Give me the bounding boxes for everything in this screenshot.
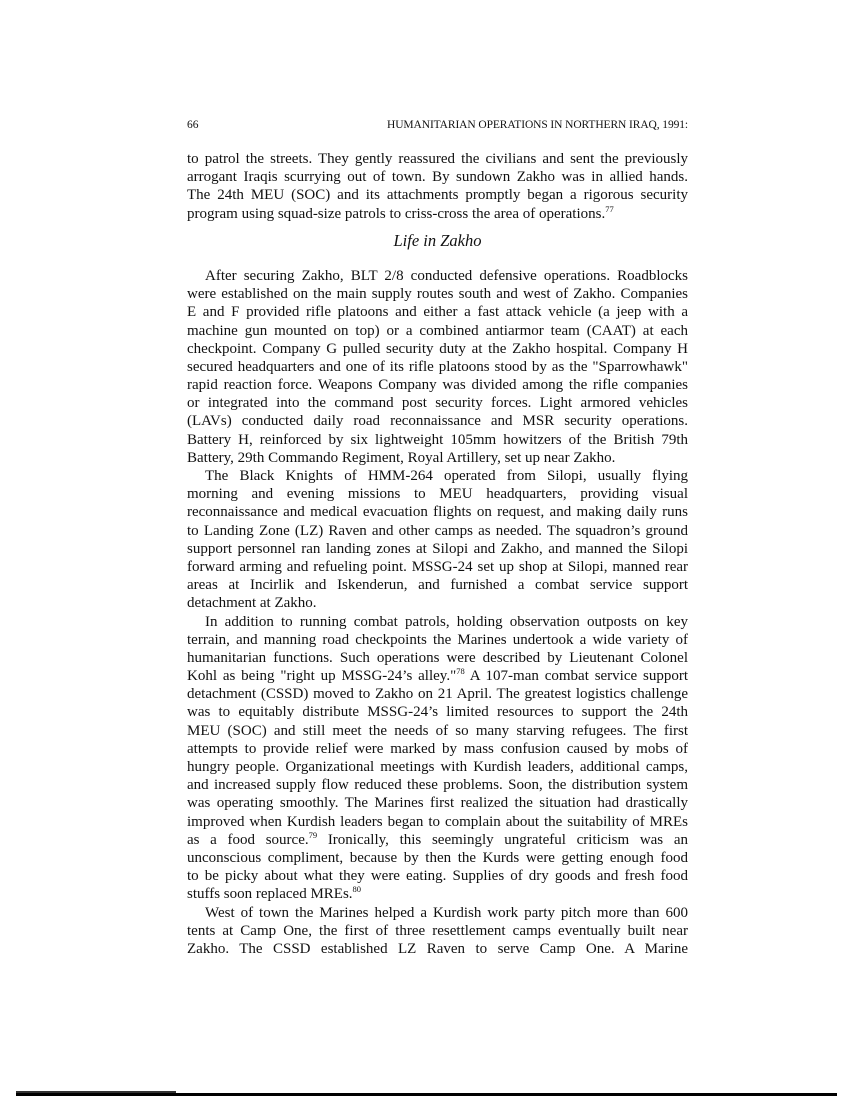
text-line: The Black Knights of HMM-264 operated from Silopi, usually flying	[205, 468, 688, 484]
text-line	[187, 205, 688, 223]
text-line: forward arming and refueling point. MSSG-24 set up shop at Silopi, manned rear	[187, 558, 688, 575]
text-line: arrogant Iraqis scurrying out of town. By sundown Zakho was in allied hands.	[187, 169, 688, 186]
text-line: machine gun mounted on top) or a combined antiarmor team (CAAT) at each	[187, 322, 688, 339]
paragraph-2	[187, 267, 688, 467]
paragraph-5	[187, 904, 688, 959]
text-line: to Landing Zone (LZ) Raven and other camps as needed. The squadron’s ground	[187, 522, 688, 539]
text-fragment: A 107-man combat service support	[464, 668, 689, 685]
text-line: improved when Kurdish leaders began to complain about the suitability of MREs	[187, 813, 688, 830]
text-line: to patrol the streets. They gently reassured the civilians and sent the previously	[187, 151, 688, 167]
text-line: attempts to provide relief were marked by mass confusion caused by mobs of	[187, 740, 688, 757]
text-fragment: as a food source.	[187, 831, 309, 848]
body-text	[187, 150, 688, 958]
text-line: unconscious compliment, because by then the Kurds were getting enough food	[187, 849, 688, 866]
running-head	[187, 119, 688, 135]
text-line: humanitarian functions. Such operations were described by Lieutenant Colonel	[187, 649, 688, 666]
text-line: E and F provided rifle platoons and either a fast attack vehicle (a jeep with a	[187, 304, 688, 321]
text-line: After securing Zakho, BLT 2/8 conducted defensive operations. Roadblocks	[205, 267, 688, 284]
section-heading: Life in Zakho	[393, 230, 482, 250]
page-number: 66	[187, 119, 199, 131]
footnote-ref: 79	[308, 829, 318, 840]
text-line: morning and evening missions to MEU headquarters, providing visual	[187, 486, 688, 503]
text-line: The 24th MEU (SOC) and its attachments promptly began a rigorous security	[187, 187, 688, 204]
text-line: reconnaissance and medical evacuation flights on request, and making daily runs	[187, 504, 688, 521]
text-line: detachment (CSSD) moved to Zakho on 21 April. The greatest logistics challenge	[187, 686, 688, 703]
text-line: areas at Incirlik and Iskenderun, and furnished a combat service support	[187, 577, 688, 594]
text-line: support personnel ran landing zones at Silopi and Zakho, and manned the Silopi	[187, 540, 688, 557]
text-line: or integrated into the command post security forces. Light armored vehicles	[187, 395, 688, 412]
footnote-ref: 77	[605, 203, 614, 214]
text-line: Battery H, reinforced by six lightweight 105mm howitzers of the British 79th	[187, 431, 688, 448]
text-line: to be picky about what they were eating. Supplies of dry goods and fresh food	[187, 868, 688, 885]
text-line	[187, 831, 688, 849]
text-line	[187, 667, 688, 685]
text-line: West of town the Marines helped a Kurdish work party pitch more than 600	[205, 904, 688, 921]
text-line: secured headquarters and one of its rifle platoons stood by as the "Sparrowhawk"	[187, 358, 688, 375]
text-line: was operating smoothly. The Marines first realized the situation had drastically	[187, 795, 688, 812]
text-line: were established on the main supply routes south and west of Zakho. Companies	[187, 286, 688, 303]
text-line: was to equitably distribute MSSG-24’s limited resources to support the 24th	[187, 704, 688, 721]
footnote-ref: 78	[456, 666, 465, 677]
text-line: detachment at Zakho.	[187, 595, 317, 612]
text-line: terrain, and manning road checkpoints the Marines undertook a wide variety of	[187, 631, 688, 648]
text-fragment: Ironically, this seemingly ungrateful criticism was an	[317, 831, 688, 848]
text-line: and increased supply flow reduced these problems. Soon, the distribution system	[187, 777, 688, 794]
text-line: rapid reaction force. Weapons Company was divided among the rifle companies	[187, 377, 688, 394]
running-head-title: HUMANITARIAN OPERATIONS IN NORTHERN IRAQ, 1991:	[387, 119, 688, 131]
paragraph-4	[187, 613, 688, 904]
text-line: checkpoint. Company G pulled security duty at the Zakho hospital. Company H	[187, 340, 688, 357]
text-line: (LAVs) conducted daily road reconnaissance and MSR security operations.	[187, 413, 688, 430]
text-fragment: Kohl as being "right up MSSG-24’s alley."	[187, 668, 457, 685]
text-fragment: program using squad-size patrols to criss-cross the area of operations.	[187, 205, 606, 222]
footnote-ref: 80	[352, 884, 362, 895]
paragraph-3	[187, 467, 688, 613]
text-line: hungry people. Organizational meetings with Kurdish leaders, additional camps,	[187, 759, 688, 775]
text-fragment: stuffs soon replaced MREs.	[187, 886, 353, 903]
text-line	[187, 885, 688, 903]
text-line: tents at Camp One, the first of three resettlement camps eventually built near	[187, 922, 688, 939]
text-line: MEU (SOC) and still meet the needs of so many starving refugees. The first	[187, 722, 688, 739]
text-line: In addition to running combat patrols, holding observation outposts on key	[205, 613, 688, 630]
paragraph-1	[187, 150, 688, 223]
bottom-scan-edge-rule	[16, 1093, 837, 1096]
text-line: Battery, 29th Commando Regiment, Royal Artillery, set up near Zakho.	[187, 449, 616, 466]
text-line: Zakho. The CSSD established LZ Raven to serve Camp One. A Marine	[187, 940, 688, 957]
